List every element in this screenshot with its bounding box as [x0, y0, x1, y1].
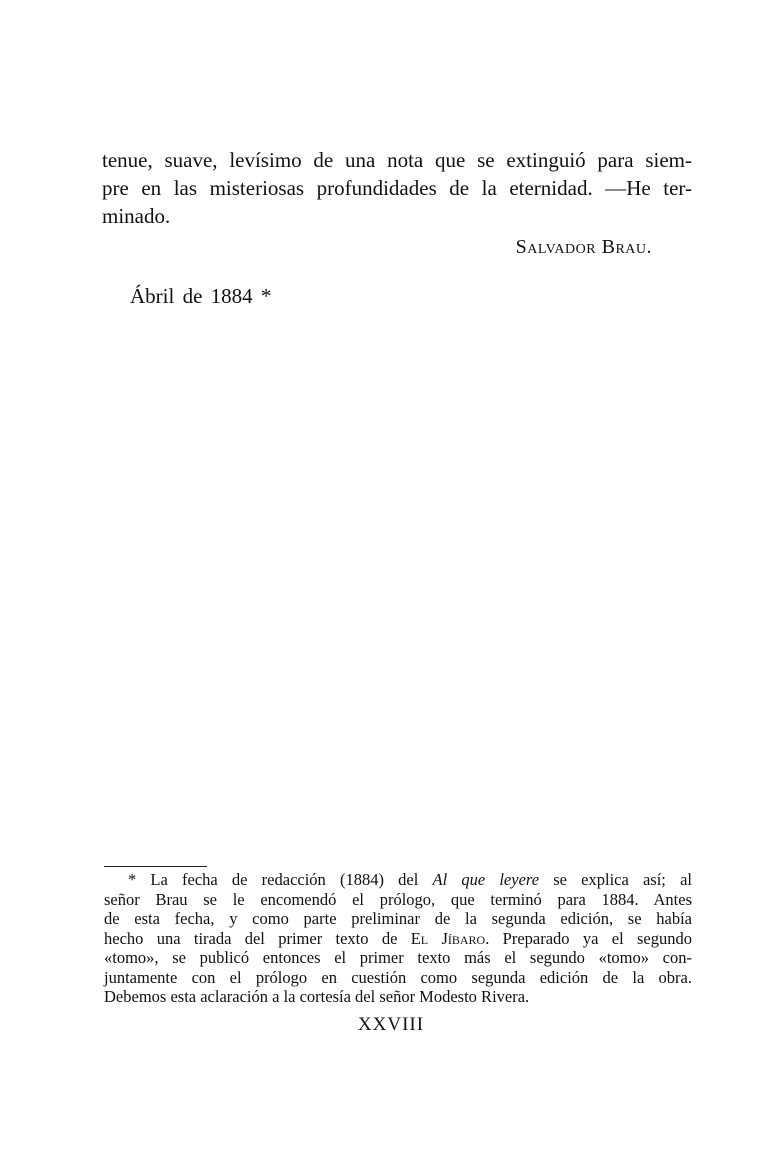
footnote-line: Debemos esta aclaración a la cortesía del señor Modesto Rivera. [104, 987, 530, 1006]
footnote-text: hecho una tirada del primer texto de [104, 928, 411, 948]
footnote-divider [104, 866, 207, 867]
footnote-line [104, 929, 692, 949]
footnote-text: * La fecha de redacción (1884) del [128, 870, 433, 889]
author-signature: Salvador Brau. [515, 236, 652, 258]
footnote-text: . Preparado ya el segundo [485, 928, 692, 948]
footnote-book-title: El Jíbaro [410, 928, 486, 948]
footnote-line: de esta fecha, y como parte preliminar de la segunda edición, se había [104, 909, 692, 928]
footnote-book-title: Al que leyere [432, 870, 540, 889]
body-line: tenue, suave, levísimo de una nota que se extinguió para siem- [102, 148, 692, 172]
footnote-line [104, 870, 692, 890]
footnote-line: «tomo», se publicó entonces el primer texto más el segundo «tomo» con- [104, 948, 692, 967]
footnote-text: se explica así; al [539, 870, 692, 889]
body-line: minado. [102, 204, 171, 228]
page-number: XXVIII [357, 1014, 425, 1035]
footnote [104, 870, 692, 1007]
body-line: pre en las misteriosas profundidades de la eternidad. —He ter- [102, 176, 692, 200]
date-line: Ábril de 1884 * [130, 284, 272, 308]
footnote-line: juntamente con el prólogo en cuestión como segunda edición de la obra. [104, 967, 692, 987]
body-paragraph [102, 146, 692, 230]
footnote-line: señor Brau se le encomendó el prólogo, que terminó para 1884. Antes [104, 889, 692, 909]
